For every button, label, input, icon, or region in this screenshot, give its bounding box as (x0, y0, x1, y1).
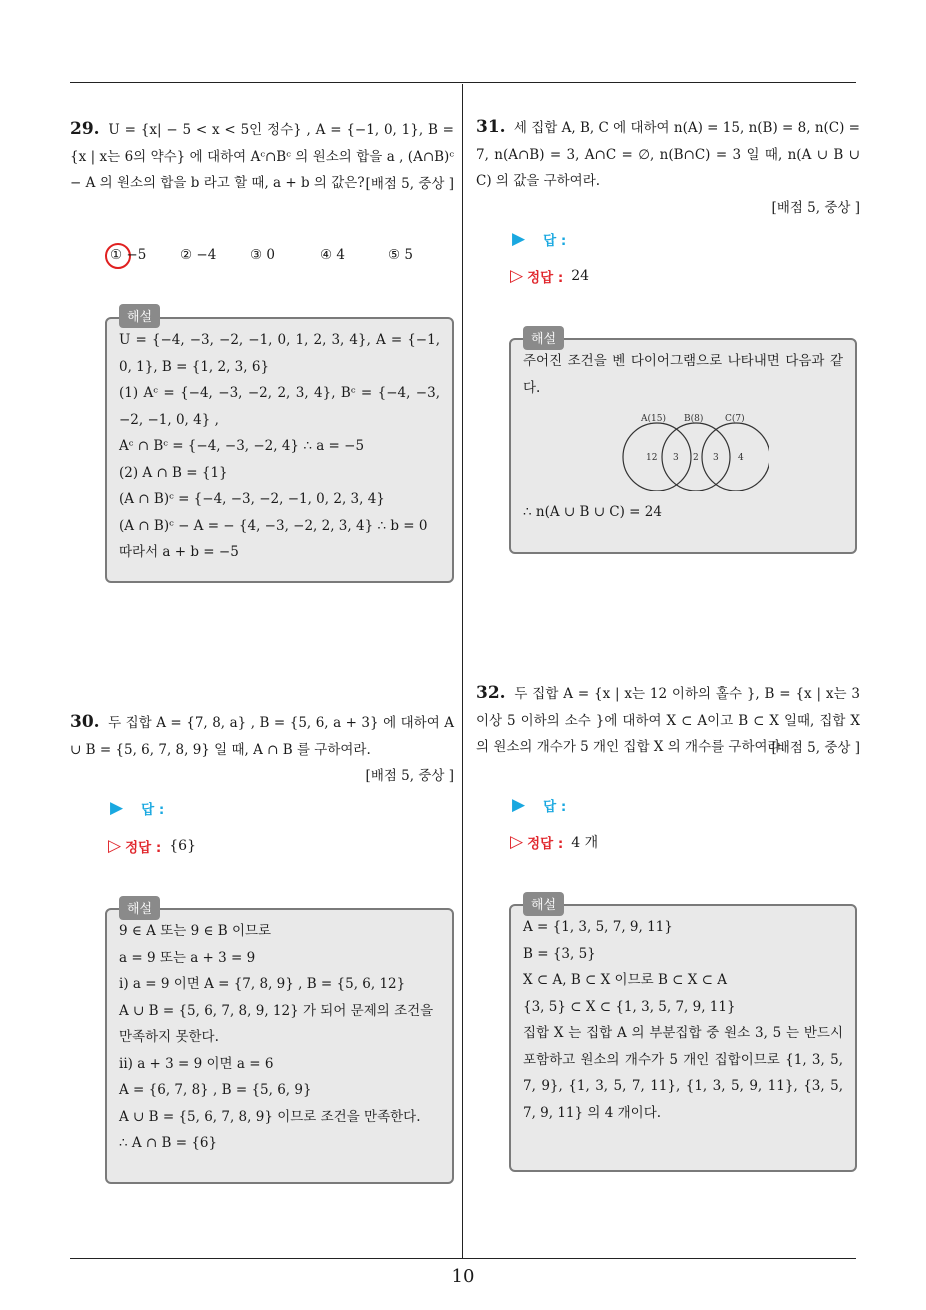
correct-answer-line (108, 836, 196, 856)
question-number: 32. (476, 683, 506, 703)
correct-answer-value: {6} (169, 838, 196, 854)
solution-line: (2) A ∩ B = {1} (119, 464, 228, 481)
solution-tag: 해설 (523, 892, 564, 916)
answer-label: 답 : (543, 233, 567, 249)
column-divider (462, 84, 463, 1258)
solution-line: 주어진 조건을 벤 다이어그램으로 나타내면 다음과 같다. (523, 353, 843, 396)
solution-line: ∴ n(A ∪ B ∪ C) = 24 (523, 504, 662, 520)
solution-line: {3, 5} ⊂ X ⊂ {1, 3, 5, 7, 9, 11} (523, 998, 736, 1015)
venn-label-a: A(15) (641, 414, 666, 424)
choice-5[interactable]: ⑤ 5 (388, 247, 413, 263)
play-icon: ▶ (110, 798, 124, 818)
question-meta: [배점 5, 중상 ] (771, 199, 860, 216)
triangle-outline-icon: ▷ (108, 836, 122, 856)
solution-line: 따라서 a + b = −5 (119, 544, 239, 560)
question-meta: [배점 5, 중상 ] (771, 739, 860, 756)
solution-line: ∴ A ∩ B = {6} (119, 1135, 218, 1151)
correct-answer-line (510, 832, 598, 852)
answer-line (512, 795, 566, 815)
venn-label-b: B(8) (684, 414, 704, 424)
venn-region-a-only: 12 (646, 453, 658, 463)
question-text: U = {x| − 5 < x < 5인 정수} , A = {−1, 0, 1}, B = {x | x는 6의 약수} 에 대하여 Aᶜ∩Bᶜ 의 원소의 합을 a , (A∩B)ᶜ − A 의 원소의 합을 b 라고 할 때, a + b 의 값은? (70, 122, 454, 191)
solution-line: A = {6, 7, 8} , B = {5, 6, 9} (119, 1082, 312, 1098)
correct-answer-value: 4 개 (571, 835, 599, 851)
question-number: 31. (476, 117, 506, 137)
solution-box-30 (105, 908, 454, 1184)
choice-2[interactable]: ② −4 (180, 247, 217, 263)
solution-box-31 (509, 338, 857, 554)
solution-line: 만족하지 못한다. (119, 1029, 219, 1045)
venn-region-b-c: 3 (713, 453, 719, 463)
solution-line: Aᶜ ∩ Bᶜ = {−4, −3, −2, 4} ∴ a = −5 (119, 438, 365, 454)
solution-line: 9 ∈ A 또는 9 ∈ B 이므로 (119, 923, 272, 939)
solution-box-29 (105, 317, 454, 583)
question-29 (70, 116, 454, 197)
solution-line: B = {3, 5} (523, 945, 596, 962)
bottom-rule (70, 1258, 856, 1259)
question-30 (70, 709, 454, 789)
solution-line: a = 9 또는 a + 3 = 9 (119, 949, 256, 966)
question-number: 30. (70, 712, 100, 732)
triangle-outline-icon: ▷ (510, 832, 524, 852)
answer-line (512, 229, 566, 249)
play-icon: ▶ (512, 795, 526, 815)
question-31 (476, 114, 860, 221)
correct-answer-label: 정답 : (527, 836, 564, 852)
play-icon: ▶ (512, 229, 526, 249)
solution-line: A ∪ B = {5, 6, 7, 8, 9, 12} 가 되어 문제의 조건을 (119, 1002, 434, 1019)
answer-label: 답 : (141, 802, 165, 818)
question-32 (476, 680, 860, 761)
solution-box-32 (509, 904, 857, 1172)
solution-tag: 해설 (523, 326, 564, 350)
answer-line (110, 798, 164, 818)
choice-1[interactable]: ① −5 (110, 247, 147, 263)
choice-3[interactable]: ③ 0 (250, 247, 275, 263)
solution-tag: 해설 (119, 304, 160, 328)
question-text: 두 집합 A = {x | x는 12 이하의 홀수 }, B = {x | x는 3 이상 5 이하의 소수 }에 대하여 X ⊂ A이고 B ⊂ X 일때, 집합 X 의 원소의 개수가 5 개인 집합 X 의 개수를 구하여라. (476, 686, 860, 755)
page-number: 10 (451, 1266, 475, 1287)
solution-line: ii) a + 3 = 9 이면 a = 6 (119, 1055, 274, 1072)
venn-diagram (609, 407, 769, 491)
venn-region-c-only: 4 (738, 453, 744, 463)
venn-label-c: C(7) (725, 414, 745, 424)
venn-region-a-b: 3 (673, 453, 679, 463)
correct-answer-line (510, 266, 589, 286)
answer-label: 답 : (543, 799, 567, 815)
triangle-outline-icon: ▷ (510, 266, 524, 286)
solution-line: (1) Aᶜ = {−4, −3, −2, 2, 3, 4}, Bᶜ = {−4, −3, −2, −1, 0, 4} , (119, 385, 440, 428)
question-text: 세 집합 A, B, C 에 대하여 n(A) = 15, n(B) = 8, n(C) = 7, n(A∩B) = 3, A∩C = ∅, n(B∩C) = 3 일 때, n(A ∪ B ∪ C) 의 값을 구하여라. (476, 120, 860, 189)
solution-line: A = {1, 3, 5, 7, 9, 11} (523, 919, 673, 935)
solution-tag: 해설 (119, 896, 160, 920)
question-text: 두 집합 A = {7, 8, a} , B = {5, 6, a + 3} 에 대하여 A ∪ B = {5, 6, 7, 8, 9} 일 때, A ∩ B 를 구하여라. (70, 715, 454, 758)
correct-answer-label: 정답 : (125, 840, 162, 856)
solution-line: A ∪ B = {5, 6, 7, 8, 9} 이므로 조건을 만족한다. (119, 1108, 421, 1125)
solution-line: X ⊂ A, B ⊂ X 이므로 B ⊂ X ⊂ A (523, 972, 728, 988)
question-meta: [배점 5, 중상 ] (365, 175, 454, 192)
venn-region-b-only: 2 (693, 453, 699, 463)
question-meta: [배점 5, 중상 ] (365, 768, 454, 784)
solution-line: (A ∩ B)ᶜ − A = − {4, −3, −2, 2, 3, 4} ∴ b = 0 (119, 517, 428, 534)
solution-line: (A ∩ B)ᶜ = {−4, −3, −2, −1, 0, 2, 3, 4} (119, 491, 385, 507)
top-rule (70, 82, 856, 83)
solution-line: i) a = 9 이면 A = {7, 8, 9} , B = {5, 6, 12} (119, 976, 406, 992)
question-number: 29. (70, 119, 100, 139)
solution-paragraph: 집합 X 는 집합 A 의 부분집합 중 원소 3, 5 는 반드시 포함하고 원소의 개수가 5 개인 집합이므로 {1, 3, 5, 7, 9}, {1, 3, 5, 7, 11}, {1, 3, 5, 9, 11}, {3, 5, 7, 9, 11} 의 4 개이다. (523, 1025, 843, 1121)
correct-answer-value: 24 (571, 268, 590, 284)
choice-list (110, 247, 428, 263)
solution-line: U = {−4, −3, −2, −1, 0, 1, 2, 3, 4}, A = {−1, 0, 1}, B = {1, 2, 3, 6} (119, 332, 440, 375)
correct-answer-label: 정답 : (527, 270, 564, 286)
choice-4[interactable]: ④ 4 (320, 247, 345, 263)
